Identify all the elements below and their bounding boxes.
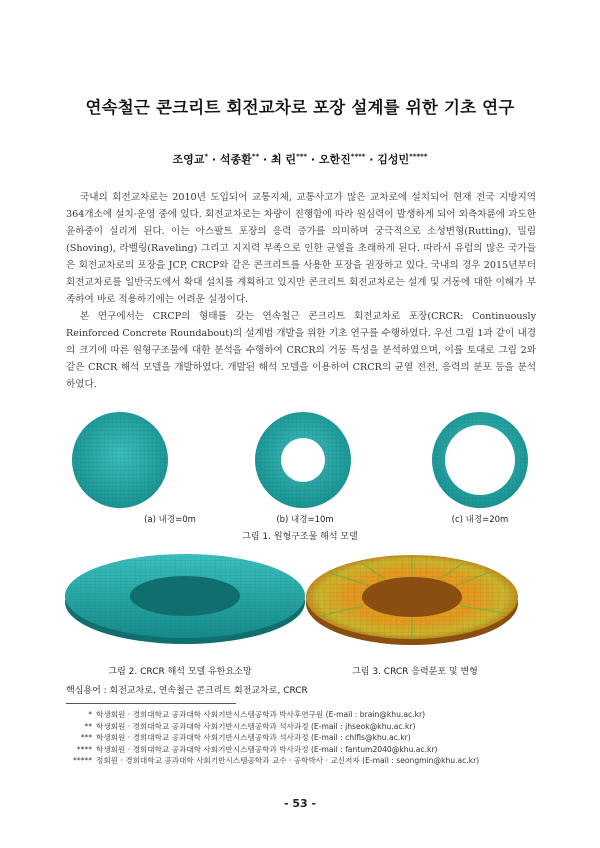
figure-3-graphic bbox=[300, 548, 525, 648]
figure-1a-label: (a) 내경=0m bbox=[144, 515, 196, 525]
footnote-1: * 학생회원 · 경희대학교 공과대학 사회기반시스템공학과 박사후연구원 (E-mail : brain@khu.ac.kr) bbox=[88, 710, 426, 719]
author-5-mark: ***** bbox=[409, 152, 428, 161]
paragraph-2: 본 연구에서는 CRCP의 형태를 갖는 연속철근 콘크리트 회전교차로 포장(CRCR: Continuously Reinforced Concrete Roundabout)의 설계법 개발을 위한 기초 연구를 수행하였다. 우선 그림 1과 같이 내경의 크기에 따른 원형구조물에 대한 분석을 수행하여 CRCR의 거동 특성을 분석하였으며, 이를 토대로 그림 2와 같은 CRCR 해석 모델을 개발하였다. 개발된 해석 모델을 이용하여 CRCR의 균열 전전, 응력의 분포 등을 분석하였다. bbox=[66, 311, 536, 390]
figure-1-caption: 그림 1. 원형구조물 해석 모델 bbox=[242, 532, 358, 542]
footnote-4: **** 학생회원 · 경희대학교 공과대학 사회기반시스템공학과 박사과정 (E-mail : fantum2040@khu.ac.kr) bbox=[76, 744, 438, 754]
footnote-divider bbox=[66, 703, 236, 704]
author-2-mark: ** bbox=[251, 152, 260, 161]
author-4-mark: **** bbox=[350, 152, 366, 161]
footnotes bbox=[66, 709, 546, 767]
figure-3-caption: 그림 3. CRCR 응력분포 및 변형 bbox=[352, 667, 478, 677]
author-3: 최 린 bbox=[270, 153, 297, 166]
author-4: 오한진 bbox=[318, 153, 351, 166]
figure-1-graphic bbox=[60, 410, 550, 510]
footnote-3: *** 학생회원 · 경희대학교 공과대학 사회기반시스템공학과 석사과정 (E-mail : chlfls@khu.ac.kr) bbox=[80, 733, 411, 743]
footnote-2: ** 학생회원 · 경희대학교 공과대학 사회기반시스템공학과 석사과정 (E-mail : jhseok@khu.ac.kr) bbox=[84, 721, 416, 731]
author-sep: · bbox=[259, 153, 271, 166]
page-number: - 53 - bbox=[283, 797, 317, 810]
author-line bbox=[0, 151, 600, 167]
figure-2-caption: 그림 2. CRCR 해석 모델 유한요소망 bbox=[108, 667, 252, 677]
mesh-ring-b bbox=[255, 412, 351, 508]
mesh-ring-c bbox=[432, 412, 528, 508]
figure-1b-label: (b) 내경=10m bbox=[276, 515, 334, 525]
author-1-mark: * bbox=[204, 152, 209, 161]
author-1: 조영교 bbox=[172, 153, 205, 166]
paper-title: 연속철근 콘크리트 회전교차로 포장 설계를 위한 기초 연구 bbox=[85, 98, 515, 117]
footnote-5: ***** 정회원 · 경희대학교 공과대학 사회기반시스템공학과 교수 · 공학박사 · 교신저자 (E-mail : seongmin@khu.ac.kr) bbox=[73, 756, 480, 766]
keywords: 핵심용어 : 회전교차로, 연속철근 콘크리트 회전교차로, CRCR bbox=[66, 686, 308, 696]
author-sep: · bbox=[208, 153, 220, 166]
author-2: 석종환 bbox=[219, 153, 252, 166]
figure-1c-label: (c) 내경=20m bbox=[451, 515, 509, 525]
author-5: 김성민 bbox=[377, 153, 410, 166]
mesh-disc-a bbox=[72, 412, 168, 508]
author-sep: · bbox=[365, 153, 378, 166]
abstract-body bbox=[66, 189, 536, 393]
figure-2-graphic bbox=[60, 548, 310, 648]
paragraph-1: 국내의 회전교차로는 2010년 도입되어 교통지체, 교통사고가 많은 교차로에 설치되어 현재 전국 지방지역 364개소에 설치·운영 중에 있다. 회전교차로는 차량이 진행함에 따라 원심력이 발생하게 되어 외측차륜에 과도한 윤하중이 실리게 된다. 이는 아스팔트 포장의 응력 증가를 의미하며 궁극적으로 소성변형(Rutting), 밀림(Shoving), 라벨링(Raveling) 그리고 지지력 부족으로 인한 균열을 초래하게 된다. 따라서 유럽의 많은 국가들은 회전교차로의 포장을 JCP, CRCP와 같은 콘크리트를 사용한 포장을 권장하고 있다. 국내의 경우 2015년부터 회전교차로를 일반국도에서 확대 설치를 계획하고 있지만 콘크리트 회전교차로는 설계 및 거동에 대한 이해가 부족하여 바로 적용하기에는 어려운 실정이다. bbox=[66, 192, 536, 305]
author-3-mark: *** bbox=[296, 152, 308, 161]
author-sep: · bbox=[307, 153, 319, 166]
